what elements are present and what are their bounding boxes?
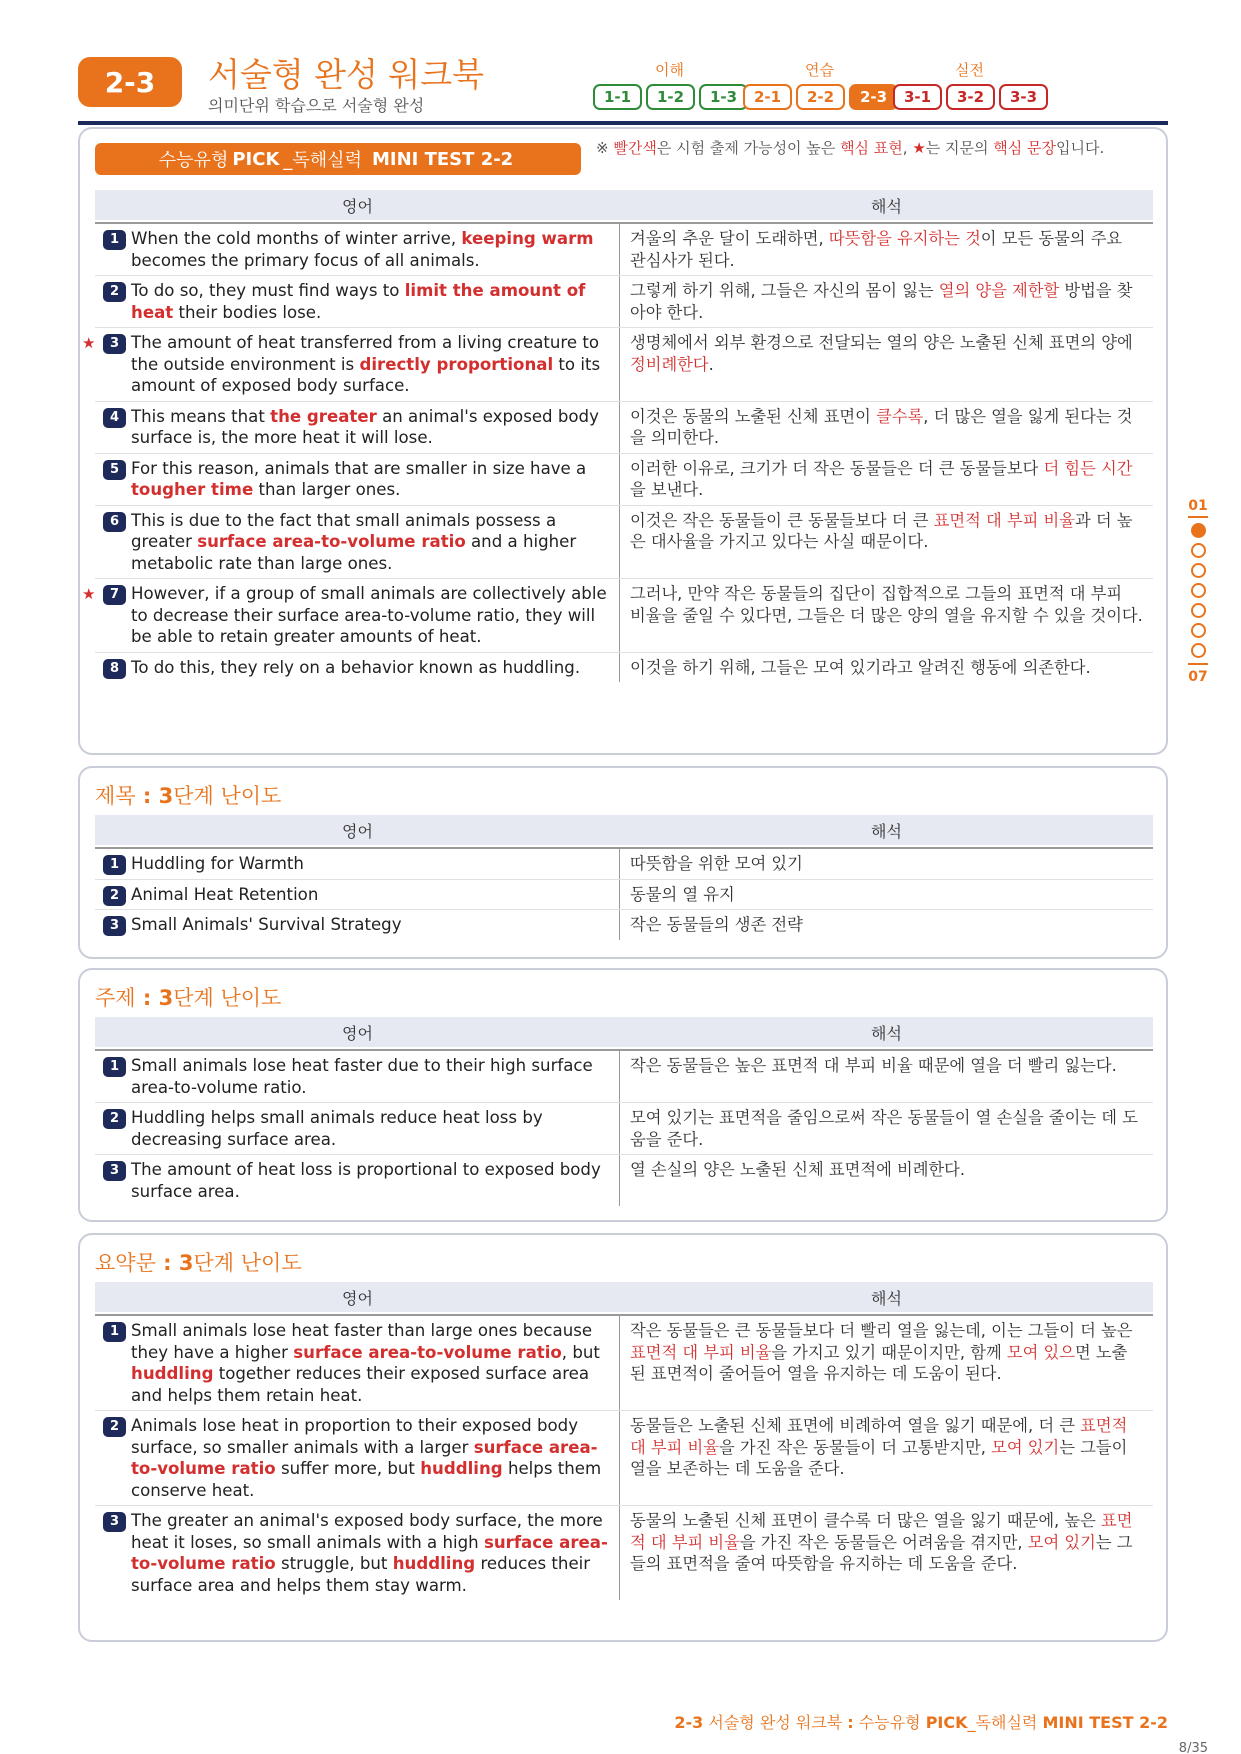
english-sentence: 2 Animals lose heat in proportion to their exposed body surface, so smaller animals with a larger surface area-to-volume ratio suffer more, but huddling helps them conserve heat. [95,1411,620,1505]
page-subtitle: 의미단위 학습으로 서술형 완성 [208,96,425,115]
passage-panel [78,127,1168,755]
table-row [95,1102,1153,1154]
footer-unit: 2-3 [674,1713,704,1732]
step-tab-3-2[interactable]: 3-2 [946,84,995,110]
sentence-number: 1 [103,1057,126,1077]
step-tab-2-2[interactable]: 2-2 [796,84,845,110]
english-sentence: 1 Small animals lose heat faster than large ones because they have a higher surface area-to-volume ratio, but huddling together reduces their exposed surface area and helps them retain heat. [95,1316,620,1410]
korean-translation: 그렇게 하기 위해, 그들은 자신의 몸이 잃는 열의 양을 제한할 방법을 찾아야 한다. [630,281,1133,322]
legend-core-expression: 핵심 표현 [840,139,903,157]
table-row [95,222,1153,275]
table-header [95,815,1153,845]
korean-translation: 작은 동물들의 생존 전략 [630,915,803,934]
korean-translation: 작은 동물들은 높은 표면적 대 부피 비율 때문에 열을 더 빨리 잃는다. [630,1056,1117,1075]
sentence-number: 2 [103,1109,126,1129]
page-header [78,52,1168,124]
step-tab-2-1[interactable]: 2-1 [743,84,792,110]
table-row [82,578,1153,652]
table-row [95,401,1153,453]
sentence-number: 4 [103,408,126,428]
step-tab-1-3[interactable]: 1-3 [699,84,748,110]
english-sentence: 3 The amount of heat loss is proportional to exposed body surface area. [95,1155,620,1206]
english-sentence: 5 For this reason, animals that are smaller in size have a tougher time than larger ones. [95,454,620,505]
sentence-number: 5 [103,460,126,480]
english-sentence: 1 When the cold months of winter arrive, keeping warm becomes the primary focus of all animals. [95,224,620,275]
sentence-number: 1 [103,1322,126,1342]
english-sentence: 3 The greater an animal's exposed body surface, the more heat it loses, so small animals with a high surface area-to-volume ratio struggle, but huddling reduces their surface area and helps them stay warm. [95,1506,620,1600]
section-label: 요약문 [95,1251,156,1275]
footer-text: 서술형 완성 워크북 [703,1713,848,1732]
page-dot[interactable] [1191,583,1206,598]
side-nav-dots [1183,523,1213,658]
step-group-label: 실전 [955,61,984,79]
footer-separator: : [847,1713,854,1732]
english-sentence: 3 Small Animals' Survival Strategy [95,910,620,940]
korean-translation: 이것은 동물의 노출된 신체 표면이 클수록, 더 많은 열을 잃게 된다는 것을 의미한다. [630,406,1133,447]
section-heading [95,982,281,1012]
star-icon: ★ [82,585,96,603]
side-nav-start: 01 [1188,498,1208,514]
table-header [95,1282,1153,1312]
section-level-suffix: 단계 난이도 [173,986,282,1010]
column-header-english: 영어 [342,1288,373,1308]
step-tab-1-2[interactable]: 1-2 [646,84,695,110]
side-page-nav [1183,498,1213,685]
step-tab-2-3[interactable]: 2-3 [849,84,898,110]
section-heading [95,1247,302,1277]
mini-test-badge [95,143,581,175]
step-group-label: 연습 [805,61,834,79]
passage-table [82,222,1153,682]
table-row [95,909,1153,940]
column-header-korean: 해석 [871,1023,902,1043]
sentence-number: 6 [103,512,126,532]
section-separator: : [155,1251,179,1275]
page-dot[interactable] [1191,563,1206,578]
english-sentence: 2 To do so, they must find ways to limit the amount of heat their bodies lose. [95,276,620,327]
step-group-label: 이해 [655,61,684,79]
table-row [95,453,1153,505]
legend-core-sentence: 핵심 문장 [993,139,1057,157]
section-label: 제목 [95,784,136,808]
footer-text: 수능유형 [853,1713,926,1732]
page-dot[interactable] [1191,523,1206,538]
legend-text: 는 지문의 [925,139,994,157]
page-dot[interactable] [1191,643,1206,658]
section-label: 주제 [95,986,136,1010]
english-sentence: 4 This means that the greater an animal's exposed body surface is, the more heat it will lose. [95,402,620,453]
header-divider [78,121,1168,125]
english-sentence: ★ 7 However, if a group of small animals are collectively able to decrease their surface area-to-volume ratio, they will be able to retain greater amounts of heat. [95,579,620,652]
table-row [95,1154,1153,1206]
section-separator: : [135,784,159,808]
badge-pick: PICK [232,148,280,170]
summary-options-table [95,1314,1153,1600]
english-sentence: 1 Huddling for Warmth [95,849,620,879]
footer-test: MINI TEST 2-2 [1042,1713,1168,1732]
section-level-suffix: 단계 난이도 [193,1251,302,1275]
table-row [95,652,1153,683]
page-dot[interactable] [1191,543,1206,558]
footer-text: _독해실력 [967,1713,1043,1732]
korean-translation: 이것은 작은 동물들이 큰 동물들보다 더 큰 표면적 대 부피 비율과 더 높은 대사율을 가지고 있다는 사실 때문이다. [630,510,1133,551]
star-icon: ★ [82,334,96,352]
table-row [95,275,1153,327]
section-separator: : [135,986,159,1010]
side-nav-end: 07 [1188,669,1208,685]
legend-text: 입니다. [1056,139,1105,157]
side-nav-divider [1188,663,1208,665]
theme-options-table [95,1049,1153,1206]
page-number: 8/35 [1178,1741,1208,1754]
column-header-korean: 해석 [871,196,902,216]
column-header-korean: 해석 [871,821,902,841]
theme-section-panel [78,968,1168,1222]
table-row [95,879,1153,910]
sentence-number: 3 [103,916,126,936]
legend-note [596,139,1156,158]
table-header [95,190,1153,220]
legend-red-word: 빨간색 [613,139,657,157]
star-icon: ★ [912,139,926,157]
step-tab-3-3[interactable]: 3-3 [999,84,1048,110]
korean-translation: 이러한 이유로, 크기가 더 작은 동물들은 더 큰 동물들보다 더 힘든 시간을 보낸다. [630,458,1133,499]
sentence-number: 2 [103,1417,126,1437]
table-header [95,1017,1153,1047]
table-row [95,1049,1153,1102]
badge-test: MINI TEST 2-2 [371,148,514,170]
table-row [95,1505,1153,1600]
step-tab-3-1[interactable]: 3-1 [893,84,942,110]
legend-text: , [902,139,913,157]
summary-section-panel [78,1233,1168,1642]
korean-translation: 이것을 하기 위해, 그들은 모여 있기라고 알려진 행동에 의존한다. [630,657,1091,677]
korean-translation: 겨울의 추운 달이 도래하면, 따뜻함을 유지하는 것이 모든 동물의 주요 관심사가 된다. [630,229,1123,270]
column-header-korean: 해석 [871,1288,902,1308]
table-row [95,1410,1153,1505]
korean-translation: 그러나, 만약 작은 동물들의 집단이 집합적으로 그들의 표면적 대 부피 비율을 줄일 수 있다면, 그들은 더 많은 양의 열을 유지할 수 있을 것이다. [630,584,1143,625]
table-row [82,327,1153,401]
section-level: 3 [158,986,174,1010]
footer-pick: PICK [925,1713,968,1732]
unit-badge: 2-3 [78,57,182,107]
legend-text: 은 시험 출제 가능성이 높은 [656,139,841,157]
step-tab-1-1[interactable]: 1-1 [593,84,642,110]
sentence-number: 2 [103,282,126,302]
section-heading [95,780,281,810]
english-sentence: 6 This is due to the fact that small animals possess a greater surface area-to-volume ratio and a higher metabolic rate than large ones. [95,506,620,579]
sentence-number: 8 [103,659,126,679]
korean-translation: 동물들은 노출된 신체 표면에 비례하여 열을 잃기 때문에, 더 큰 표면적 대 부피 비율을 가진 작은 동물들이 더 고통받지만, 모여 있기는 그들이 열을 보존하는 데 도움을 준다. [630,1416,1128,1478]
footer-title [674,1710,1168,1733]
sentence-number: 1 [103,855,126,875]
english-sentence: 2 Huddling helps small animals reduce heat loss by decreasing surface area. [95,1103,620,1154]
table-row [95,1314,1153,1410]
korean-translation: 동물의 열 유지 [630,884,735,904]
sentence-number: 1 [103,230,126,250]
page-title: 서술형 완성 워크북 [208,55,485,94]
column-header-english: 영어 [342,821,373,841]
legend-mark: ※ [596,139,614,157]
sentence-number: 3 [103,1161,126,1181]
title-section-panel [78,766,1168,959]
korean-translation: 모여 있기는 표면적을 줄임으로써 작은 동물들이 열 손실을 줄이는 데 도움을 준다. [630,1108,1138,1149]
column-header-english: 영어 [342,1023,373,1043]
korean-translation: 열 손실의 양은 노출된 신체 표면적에 비례한다. [630,1160,966,1179]
sentence-number: 7 [103,585,126,605]
page-dot[interactable] [1191,623,1206,638]
section-level: 3 [158,784,174,808]
column-header-english: 영어 [342,196,373,216]
badge-mid: _독해실력 [283,150,362,171]
korean-translation: 생명체에서 외부 환경으로 전달되는 열의 양은 노출된 신체 표면의 양에 정비례한다. [630,333,1133,374]
sentence-number: 3 [103,1512,126,1532]
badge-prefix: 수능유형 [158,150,229,171]
english-sentence: 8 To do this, they rely on a behavior known as huddling. [95,653,620,683]
page-dot[interactable] [1191,603,1206,618]
sentence-number: 3 [103,334,126,354]
english-sentence: ★ 3 The amount of heat transferred from a living creature to the outside environment is directly proportional to its amount of exposed body surface. [95,328,620,401]
table-row [95,505,1153,579]
korean-translation: 따뜻함을 위한 모여 있기 [630,854,803,873]
side-nav-divider [1188,516,1208,518]
korean-translation: 작은 동물들은 큰 동물들보다 더 빨리 열을 잃는데, 이는 그들이 더 높은 표면적 대 부피 비율을 가지고 있기 때문이지만, 함께 모여 있으면 노출된 표면적이 줄어들어 열을 유지하는 데 도움이 된다. [630,1321,1133,1383]
title-options-table [95,847,1153,940]
sentence-number: 2 [103,886,126,906]
english-sentence: 2 Animal Heat Retention [95,880,620,910]
english-sentence: 1 Small animals lose heat faster due to their high surface area-to-volume ratio. [95,1051,620,1102]
table-row [95,847,1153,879]
section-level-suffix: 단계 난이도 [173,784,282,808]
korean-translation: 동물의 노출된 신체 표면이 클수록 더 많은 열을 잃기 때문에, 높은 표면적 대 부피 비율을 가진 작은 동물들은 어려움을 겪지만, 모여 있기는 그들의 표면적을 줄여 따뜻함을 유지하는 데 도움을 준다. [630,1511,1133,1573]
section-level: 3 [178,1251,194,1275]
